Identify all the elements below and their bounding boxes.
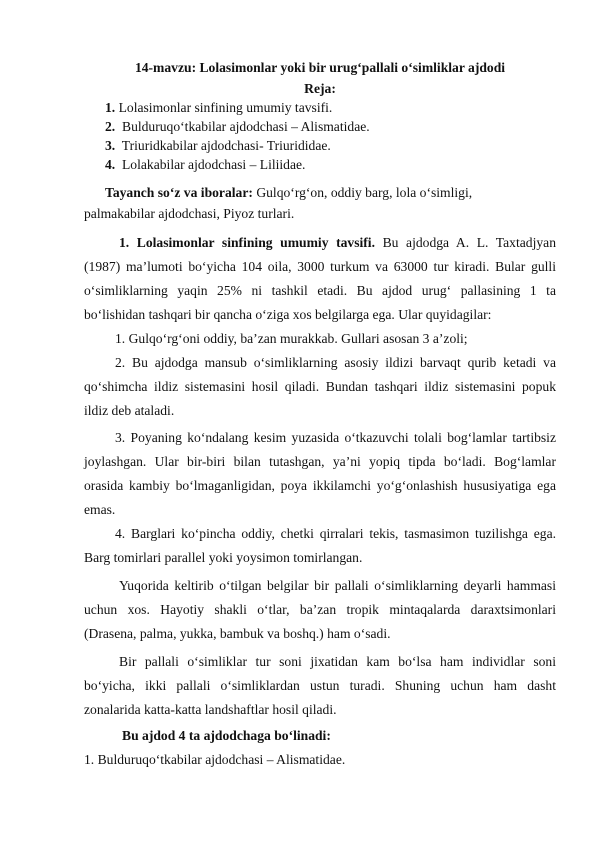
feature-item: 1. Gulqo‘rg‘oni oddiy, ba’zan murakkab. Gullari asosan 3 a’zoli; xyxy=(115,331,468,346)
feature-item: 4. Barglari ko‘pincha oddiy, chetki qirralari tekis, tasmasimon tuzilishga ega. xyxy=(115,526,556,541)
feature-item: 3. Poyaning ko‘ndalang kesim yuzasida o‘tkazuvchi tolali bog‘lamlar tartibsiz xyxy=(115,430,556,445)
plan-heading: Reja: xyxy=(304,81,336,96)
plan-item: 2. Bulduruqo‘tkabilar ajdodchasi – Alismatidae. xyxy=(105,119,370,134)
feature-item-line: joylashgan. Ular bir-biri bilan tutashgan, ya’ni yopiq tipda bo‘ladi. Bog‘lamlar xyxy=(84,454,556,469)
feature-item-line: orasida kambiy bo‘lmaganligidan, poya ikkilamchi yo‘g‘onlashish hususiyatiga ega xyxy=(84,478,556,493)
paragraph-line: (Drasena, palma, yukka, bambuk va boshq.) ham o‘sadi. xyxy=(84,626,391,641)
paragraph-line: Yuqorida keltirib o‘tilgan belgilar bir pallali o‘simliklarning deyarli hammasi xyxy=(119,578,556,593)
feature-item-line: qo‘shimcha ildiz sistemasini hosil qiladi. Bundan tashqari ildiz sistemasini popuk xyxy=(84,379,556,394)
section-paragraph: 1. Lolasimonlar sinfining umumiy tavsifi. Bu ajdodga A. L. Taxtadjyan xyxy=(119,235,556,250)
plan-item: 1. Lolasimonlar sinfining umumiy tavsifi. xyxy=(105,100,333,115)
page-title: 14-mavzu: Lolasimonlar yoki bir urug‘pallali o‘simliklar ajdodi xyxy=(134,60,506,75)
keywords-continuation: palmakabilar ajdodchasi, Piyoz turlari. xyxy=(84,206,295,221)
paragraph-line: bo‘yicha, ikki pallali o‘simliklardan ustun turadi. Shuning uchun ham dasht xyxy=(84,678,556,693)
feature-item-line: emas. xyxy=(84,502,116,517)
section-paragraph-line: o‘simliklarning yaqin 25% ni tashkil etadi. Bu ajdod urug‘ pallasining 1 ta xyxy=(84,283,556,298)
section-subheading: Bu ajdod 4 ta ajdodchaga bo‘linadi: xyxy=(122,728,331,743)
plan-item: 4. Lolakabilar ajdodchasi – Liliidae. xyxy=(105,157,306,172)
section-paragraph-line: bo‘lishidan tashqari bir qancha o‘ziga xos belgilarga ega. Ular quyidagilar: xyxy=(84,307,492,322)
section-paragraph-line: (1987) ma’lumoti bo‘yicha 104 oila, 3000 turkum va 63000 tur kiradi. Bular gulli xyxy=(84,259,556,274)
feature-item-line: ildiz deb ataladi. xyxy=(84,403,175,418)
paragraph-line: zonalarida katta-katta landshaftlar hosil qiladi. xyxy=(84,702,337,717)
list-item: 1. Bulduruqo‘tkabilar ajdodchasi – Alismatidae. xyxy=(84,752,346,767)
paragraph-line: uchun xos. Hayotiy shakli o‘tlar, ba’zan tropik mintaqalarda daraxtsimonlari xyxy=(84,602,556,617)
paragraph-line: Bir pallali o‘simliklar tur soni jixatidan kam bo‘lsa ham individlar soni xyxy=(119,654,556,669)
feature-item: 2. Bu ajdodga mansub o‘simliklarning asosiy ildizi barvaqt qurib ketadi va xyxy=(115,355,556,370)
feature-item-line: Barg tomirlari parallel yoki yoysimon tomirlangan. xyxy=(84,550,363,565)
keywords-line: Tayanch so‘z va iboralar: Gulqo‘rg‘on, oddiy barg, lola o‘simligi, xyxy=(105,185,473,200)
plan-item: 3. Triuridkabilar ajdodchasi- Triurididae. xyxy=(105,138,331,153)
